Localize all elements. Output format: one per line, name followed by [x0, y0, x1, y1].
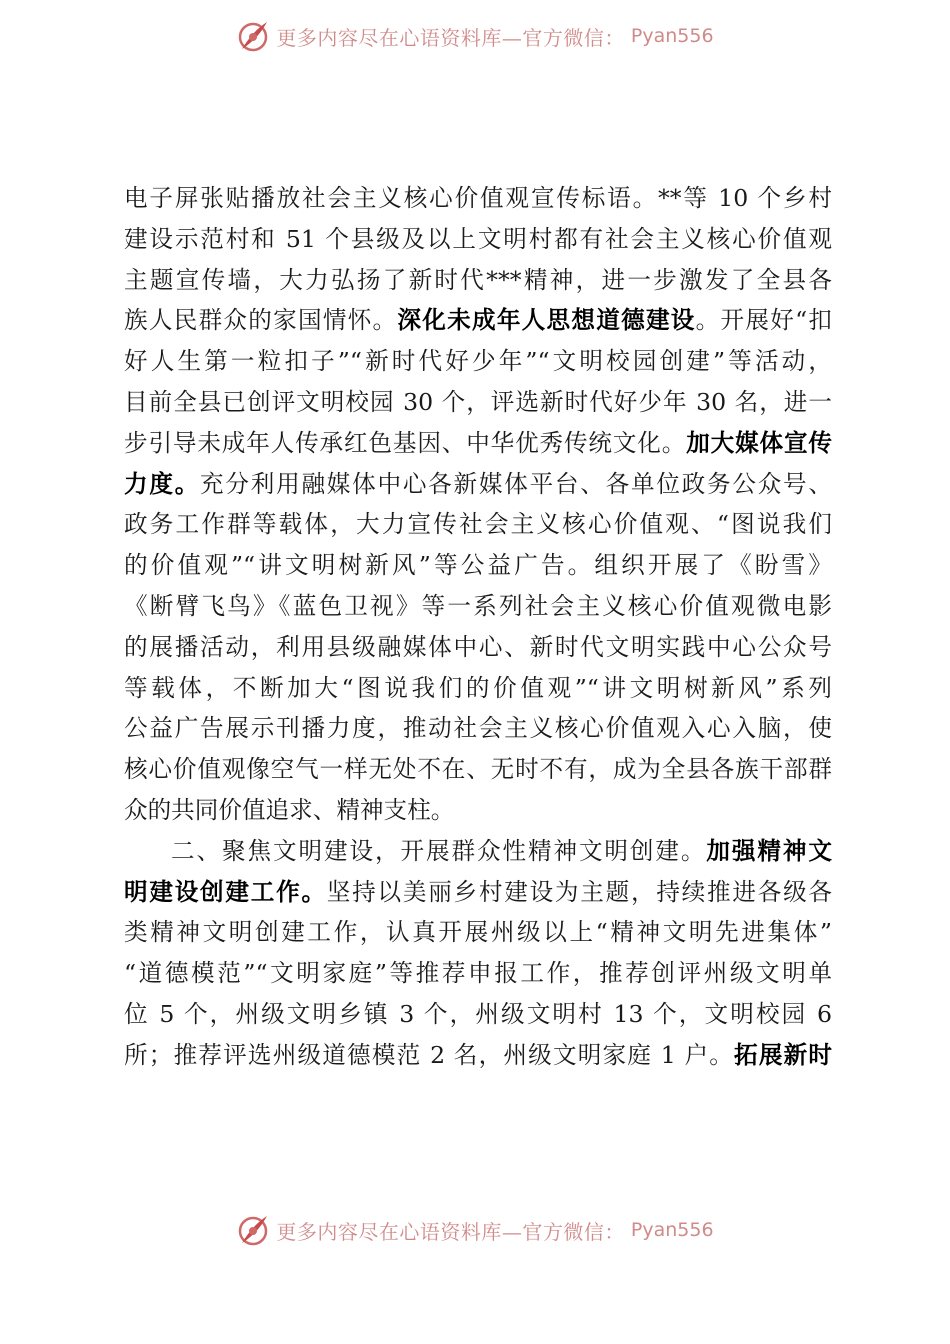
text-run: 二、聚焦文明建设，开展群众性精神文明创建。 — [171, 836, 707, 865]
watermark-text: 更多内容尽在心语资料库—官方微信： — [276, 25, 625, 50]
text-line — [124, 1035, 832, 1076]
text-line: 目前全县已创评文明校园 30 个，评选新时代好少年 30 名，进一 — [124, 387, 832, 416]
watermark-wechat-id: Pyan556 — [630, 25, 714, 47]
text-run: 坚持以美丽乡村建设为主题，持续推进各级各 — [326, 877, 832, 906]
quill-logo-icon — [236, 19, 270, 53]
text-line — [124, 831, 832, 872]
watermark-footer — [0, 1210, 950, 1250]
text-line: 好人生第一粒扣子”“新时代好少年”“文明校园创建”等活动， — [124, 347, 832, 376]
text-line: 等载体，不断加大“图说我们的价值观”“讲文明树新风”系列 — [124, 673, 832, 702]
bold-heading: 拓展新时 — [734, 1040, 832, 1069]
bold-heading: 深化未成年人思想道德建设 — [397, 306, 696, 335]
text-line: 建设示范村和 51 个县级及以上文明村都有社会主义核心价值观 — [124, 224, 832, 253]
text-line: 政务工作群等载体，大力宣传社会主义核心价值观、“图说我们 — [124, 510, 832, 539]
text-line: 《断臂飞鸟》《蓝色卫视》等一系列社会主义核心价值观微电影 — [124, 591, 832, 620]
text-line: 类精神文明创建工作，认真开展州级以上“精神文明先进集体” — [124, 918, 832, 947]
text-line: 位 5 个，州级文明乡镇 3 个，州级文明村 13 个，文明校园 6 — [124, 999, 832, 1028]
text-line: 电子屏张贴播放社会主义核心价值观宣传标语。**等 10 个乡村 — [124, 184, 832, 212]
text-line: 主题宣传墙，大力弘扬了新时代***精神，进一步激发了全县各 — [124, 265, 832, 294]
text-line — [124, 423, 832, 464]
bold-heading: 加强精神文 — [706, 836, 832, 865]
text-run: 。开展好“扣 — [695, 306, 832, 335]
text-line: 公益广告展示刊播力度，推动社会主义核心价值观入心入脑，使 — [124, 714, 832, 743]
text-run: 族人民群众的家国情怀。 — [124, 306, 398, 335]
text-line — [124, 464, 832, 505]
text-line: “道德模范”“文明家庭”等推荐申报工作，推荐创评州级文明单 — [124, 959, 832, 988]
text-line — [124, 300, 832, 341]
bold-heading: 加大媒体宣传 — [686, 428, 832, 457]
text-line: 的展播活动，利用县级融媒体中心、新时代文明实践中心公众号 — [124, 632, 832, 661]
text-run: 所；推荐评选州级道德模范 2 名，州级文明家庭 1 户。 — [124, 1040, 735, 1069]
quill-logo-icon — [236, 1213, 270, 1247]
text-run: 充分利用融媒体中心各新媒体平台、各单位政务公众号、 — [200, 469, 832, 498]
text-line: 众的共同价值追求、精神支柱。 — [124, 795, 455, 824]
watermark-header — [0, 16, 950, 56]
text-line: 核心价值观像空气一样无处不在、无时不有，成为全县各族干部群 — [124, 755, 832, 784]
watermark-wechat-id: Pyan556 — [630, 1219, 714, 1241]
watermark-text: 更多内容尽在心语资料库—官方微信： — [276, 1219, 625, 1244]
text-line: 的价值观”“讲文明树新风”等公益广告。组织开展了《盼雪》 — [124, 551, 832, 580]
document-body — [124, 178, 832, 1076]
text-line — [124, 872, 832, 913]
text-run: 步引导未成年人传承红色基因、中华优秀传统文化。 — [124, 428, 687, 457]
bold-heading: 力度。 — [124, 469, 201, 498]
bold-heading: 明建设创建工作。 — [124, 877, 327, 906]
